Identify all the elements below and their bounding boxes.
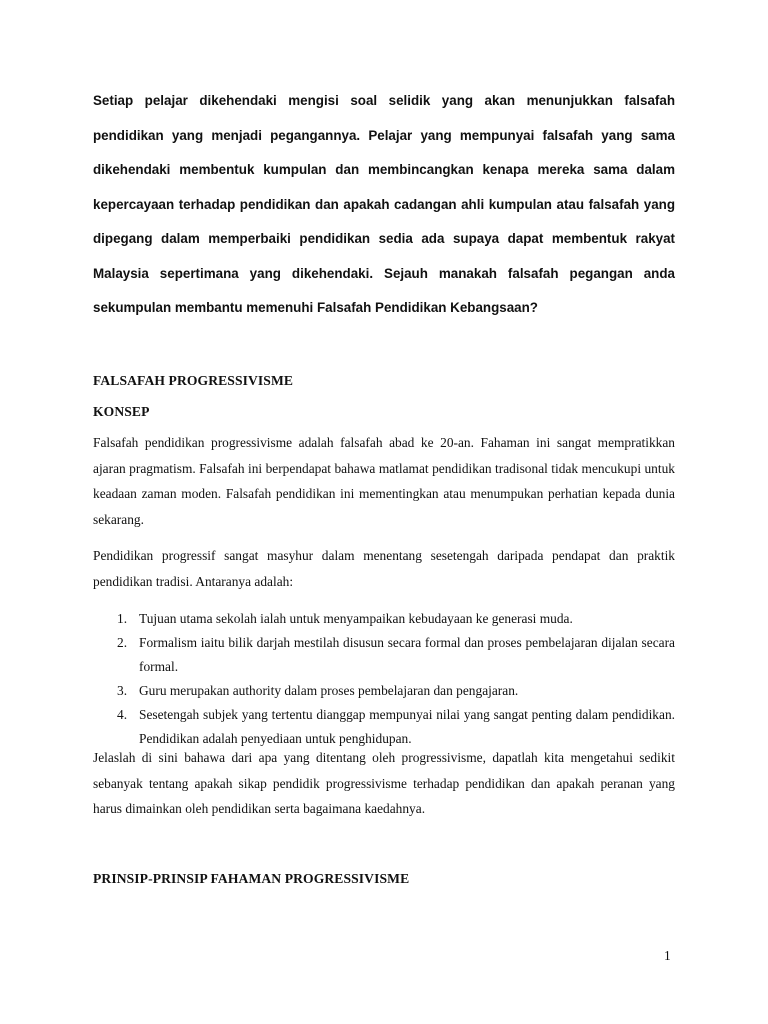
intro-paragraph: Setiap pelajar dikehendaki mengisi soal selidik yang akan menunjukkan falsafah pendidikan yang menjadi pegangannya. Pelajar yang mempunyai falsafah yang sama dikehendaki membentuk kumpulan dan membincangkan kenapa mereka sama dalam kepercayaan terhadap pendidikan dan apakah cadangan ahli kumpulan atau falsafah yang dipegang dalam memperbaiki pendidikan sedia ada supaya dapat membentuk rakyat Malaysia sepertimana yang dikehendaki. Sejauh manakah falsafah pegangan anda sekumpulan membantu memenuhi Falsafah Pendidikan Kebangsaan? — [93, 93, 675, 315]
list-item — [93, 631, 675, 679]
page-number: 1 — [664, 948, 671, 963]
paragraph-conclusion: Jelaslah di sini bahawa dari apa yang ditentang oleh progressivisme, dapatlah kita mengetahui sedikit sebanyak tentang apakah sikap pendidik progressivisme terhadap pendidikan dan apakah peranan yang harus dimainkan oleh pendidikan serta bagaimana kaedahnya. — [93, 750, 675, 816]
list-item-text: Guru merupakan authority dalam proses pembelajaran dan pengajaran. — [139, 683, 519, 698]
list-item-number: 1. — [117, 611, 128, 626]
list-item-text: Formalism iaitu bilik darjah mestilah disusun secara formal dan proses pembelajaran dijalan secara formal. — [139, 635, 675, 674]
next-section-heading: PRINSIP-PRINSIP FAHAMAN PROGRESSIVISME — [93, 871, 410, 886]
paragraph-concept: Falsafah pendidikan progressivisme adalah falsafah abad ke 20-an. Fahaman ini sangat mempratikkan ajaran pragmatism. Falsafah ini berpendapat bahawa matlamat pendidikan tradisonal tidak mencukupi untuk keadaan zaman moden. Falsafah pendidikan ini mementingkan atau menumpukan perhatian kepada dunia sekarang. — [93, 435, 675, 527]
list-item — [93, 607, 675, 631]
practices-list — [93, 607, 675, 751]
list-item-number: 2. — [117, 635, 128, 650]
list-item-number: 3. — [117, 683, 128, 698]
list-item — [93, 679, 675, 703]
list-item-text: Tujuan utama sekolah ialah untuk menyampaikan kebudayaan ke generasi muda. — [139, 611, 573, 626]
subsection-heading: KONSEP — [93, 404, 150, 419]
list-item — [93, 703, 675, 751]
list-item-number: 4. — [117, 707, 128, 722]
list-item-text: Sesetengah subjek yang tertentu dianggap mempunyai nilai yang sangat penting dalam pendidikan. Pendidikan adalah penyediaan untuk penghidupan. — [139, 707, 675, 746]
paragraph-traditional-practices: Pendidikan progressif sangat masyhur dalam menentang sesetengah daripada pendapat dan praktik pendidikan tradisi. Antaranya adalah: — [93, 548, 675, 589]
section-heading: FALSAFAH PROGRESSIVISME — [93, 373, 294, 388]
